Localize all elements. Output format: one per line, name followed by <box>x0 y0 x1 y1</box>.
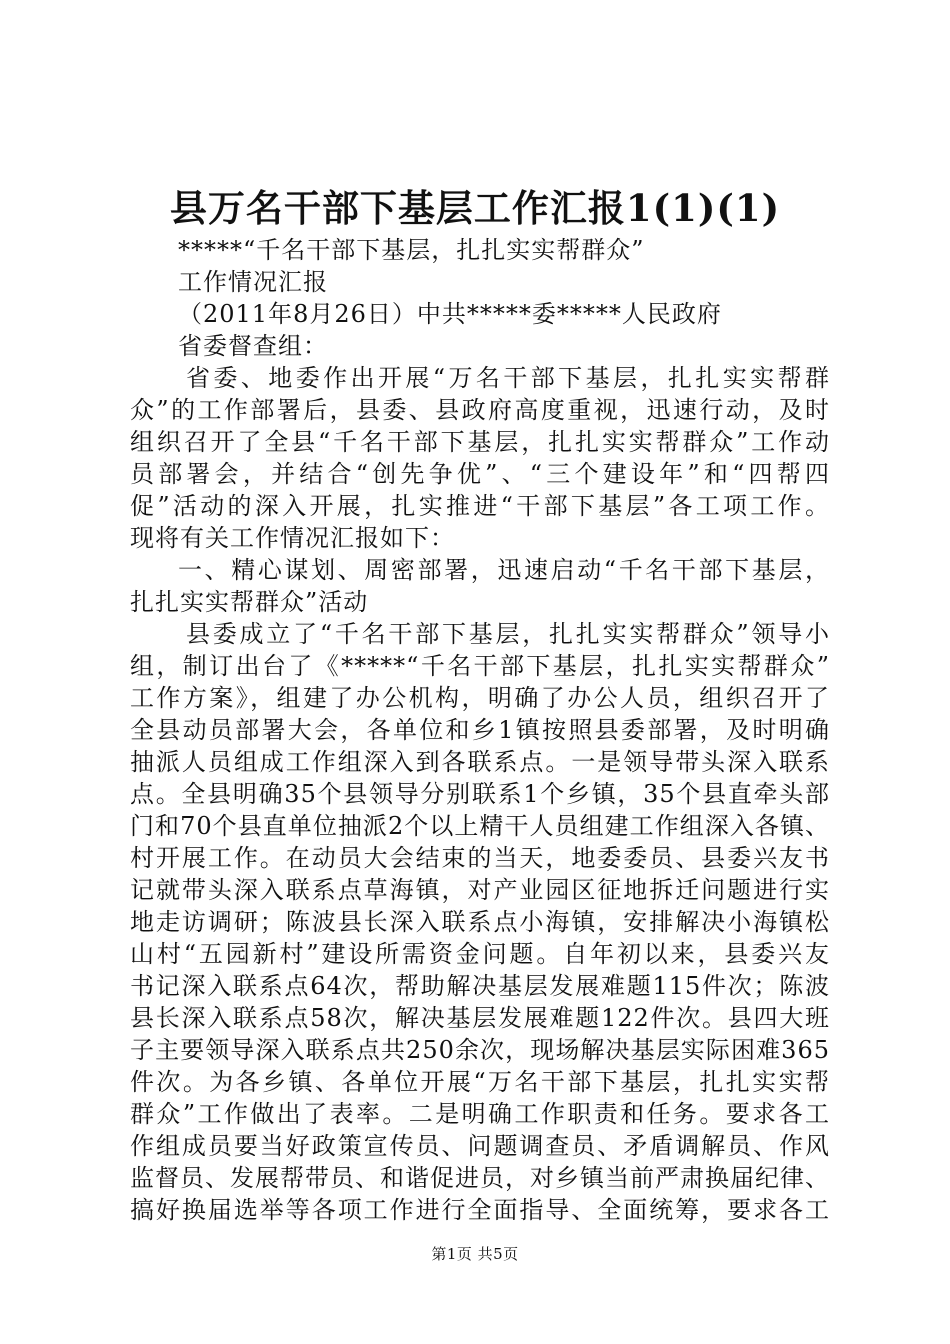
text-line: 工作方案》，组建了办公机构，明确了办公人员，组织召开了 <box>130 684 830 712</box>
text-line: 组，制订出台了《*****“千名干部下基层，扎扎实实帮群众” <box>130 652 830 680</box>
text-line: 员部署会，并结合“创先争优”、“三个建设年”和“四帮四 <box>130 460 830 488</box>
text-line: 全县动员部署大会，各单位和乡1镇按照县委部署，及时明确 <box>130 716 830 744</box>
text-line: 县委成立了“千名干部下基层，扎扎实实帮群众”领导小 <box>186 620 830 648</box>
text-line: 现将有关工作情况汇报如下： <box>130 524 455 552</box>
text-line: 记就带头深入联系点草海镇，对产业园区征地拆迁问题进行实 <box>130 876 830 904</box>
page-footer: 第1页 共5页 <box>431 1245 519 1263</box>
text-line: 一、精心谋划、周密部署，迅速启动“千名干部下基层， <box>178 556 830 584</box>
text-line: 地走访调研；陈波县长深入联系点小海镇，安排解决小海镇松 <box>130 908 830 936</box>
text-line: 省委督查组： <box>178 332 328 360</box>
text-line: 门和70个县直单位抽派2个以上精干人员组建工作组深入各镇、 <box>130 812 830 840</box>
text-line: 众”的工作部署后，县委、县政府高度重视，迅速行动，及时 <box>130 396 830 424</box>
text-line: 工作情况汇报 <box>178 268 328 296</box>
document-title: 县万名干部下基层工作汇报1(1)(1) <box>169 186 781 230</box>
text-line: *****“千名干部下基层，扎扎实实帮群众” <box>178 236 645 264</box>
text-line: （2011年8月26日）中共*****委*****人民政府 <box>178 300 722 328</box>
text-line: 村开展工作。在动员大会结束的当天，地委委员、县委兴友书 <box>130 844 830 872</box>
text-line: 抽派人员组成工作组深入到各联系点。一是领导带头深入联系 <box>130 748 830 776</box>
text-line: 点。全县明确35个县领导分别联系1个乡镇，35个县直牵头部 <box>130 780 830 808</box>
text-line: 搞好换届选举等各项工作进行全面指导、全面统筹，要求各工 <box>130 1196 830 1224</box>
text-line: 县长深入联系点58次，解决基层发展难题122件次。县四大班 <box>130 1004 830 1032</box>
text-line: 组织召开了全县“千名干部下基层，扎扎实实帮群众”工作动 <box>130 428 830 456</box>
text-line: 件次。为各乡镇、各单位开展“万名干部下基层，扎扎实实帮 <box>130 1068 830 1096</box>
text-line: 群众”工作做出了表率。二是明确工作职责和任务。要求各工 <box>130 1100 830 1128</box>
text-line: 促”活动的深入开展，扎实推进“干部下基层”各工项工作。 <box>130 492 830 520</box>
document-body <box>130 234 830 1226</box>
text-line: 省委、地委作出开展“万名干部下基层，扎扎实实帮群 <box>186 364 830 392</box>
text-line: 山村“五园新村”建设所需资金问题。自年初以来，县委兴友 <box>130 940 830 968</box>
text-line: 子主要领导深入联系点共250余次，现场解决基层实际困难365 <box>130 1036 830 1064</box>
text-line: 扎扎实实帮群众”活动 <box>130 588 369 616</box>
text-line: 监督员、发展帮带员、和谐促进员，对乡镇当前严肃换届纪律、 <box>130 1164 830 1192</box>
text-line: 书记深入联系点64次，帮助解决基层发展难题115件次；陈波 <box>130 972 830 1000</box>
text-line: 作组成员要当好政策宣传员、问题调查员、矛盾调解员、作风 <box>130 1132 830 1160</box>
